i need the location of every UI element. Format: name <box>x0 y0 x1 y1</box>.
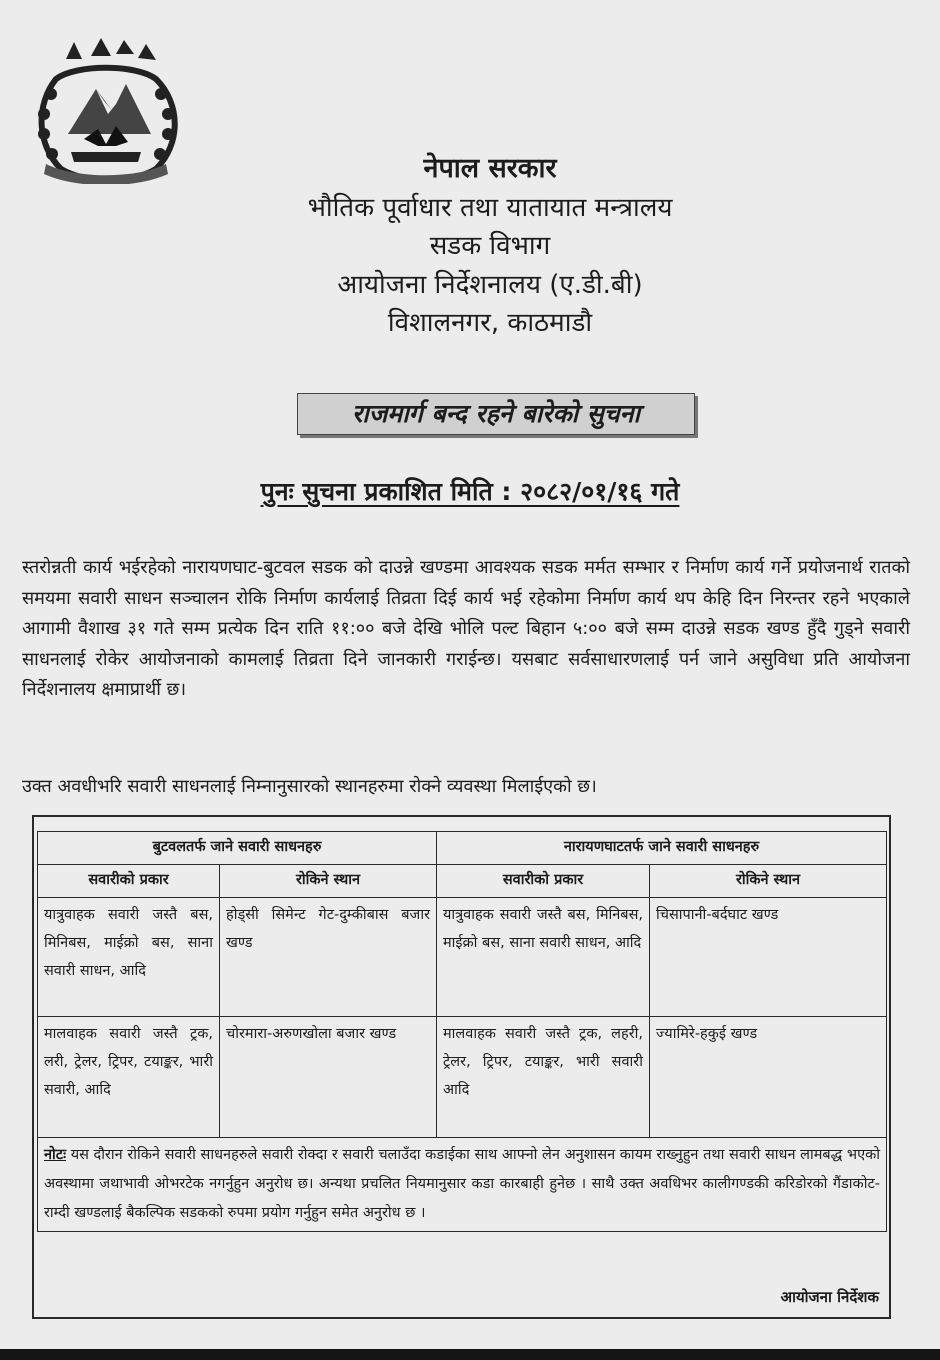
table-row <box>38 1017 887 1138</box>
note-text: यस दौरान रोकिने सवारी साधनहरुले सवारी रोक्दा र सवारी चलाउँदा कडाईका साथ आफ्नो लेन अनुशासन कायम राख्नुहुन तथा सवारी साधन लामबद्ध भएको अवस्थामा जथाभावी ओभरटेक नगर्नुहुन अनुरोध छ। अन्यथा प्रचलित नियमानुसार कडा कारबाही हुनेछ । साथै उक्त अवधिभर कालीगण्डकी करिडोरको गैंडाकोट-राम्दी खण्डलाई बैकल्पिक सडकको रुपमा प्रयोग गर्नुहुन समेत अनुरोध छ । <box>44 1147 880 1221</box>
reissue-date-line <box>150 474 790 508</box>
reissue-date-text: पुनः सुचना प्रकाशित मिति : २०८२/०१/१६ गते <box>260 477 680 506</box>
signer-title: आयोजना निर्देशक <box>780 1288 879 1306</box>
table-note <box>38 1138 887 1232</box>
narayanghat-bound-header: नारायणघाटतर्फ जाने सवारी साधनहरु <box>437 832 887 865</box>
letterhead <box>150 150 830 343</box>
table-cell: होड्सी सिमेन्ट गेट-दुम्कीबास बजार खण्ड <box>220 898 437 1017</box>
notice-body-paragraph: स्तरोन्नती कार्य भईरहेको नारायणघाट-बुटवल सडक को दाउन्ने खण्डमा आवश्यक सडक मर्मत सम्भार र निर्माण कार्य गर्ने प्रयोजनार्थ रातको समयमा सवारी साधन सञ्चालन रोकि निर्माण कार्यलाई तिव्रता दिई कार्य भई रहेकोमा निर्माण कार्य थप केहि दिन निरन्तर रहने भएकाले आगामी वैशाख ३१ गते सम्म प्रत्येक दिन राति ११:०० बजे देखि भोलि पल्ट बिहान ५:०० बजे सम्म दाउन्ने सडक खण्ड हुँदै गुड्ने सवारी साधनलाई रोकेर आयोजनाको कामलाई तिव्रता दिने जानकारी गराईन्छ। यसबाट सर्वसाधारणलाई पर्न जाने असुविधा प्रति आयोजना निर्देशनालय क्षमाप्रार्थी छ। <box>22 557 911 700</box>
notice-title: राजमार्ग बन्द रहने बारेको सुचना <box>297 393 695 435</box>
bottom-edge <box>0 1349 940 1360</box>
table-note-row <box>38 1138 887 1232</box>
table-row <box>38 898 887 1017</box>
column-header-vehicle-type: सवारीको प्रकार <box>38 865 220 898</box>
directorate-name: आयोजना निर्देशनालय (ए.डी.बी) <box>337 269 643 300</box>
table-group-header-row <box>38 832 887 865</box>
vehicle-stop-table-frame <box>32 815 891 1319</box>
vehicle-stop-table <box>37 831 887 1232</box>
table-column-header-row <box>38 865 887 898</box>
table-cell: यात्रुवाहक सवारी जस्तै बस, मिनिबस, माईक्रो बस, साना सवारी साधन, आदि <box>38 898 220 1017</box>
table-cell: ज्यामिरे-हकुई खण्ड <box>650 1017 887 1138</box>
ministry-name: भौतिक पूर्वाधार तथा यातायात मन्त्रालय <box>307 192 673 223</box>
column-header-stop-place: रोकिने स्थान <box>650 865 887 898</box>
note-label: नोटः <box>44 1147 67 1163</box>
table-cell: मालवाहक सवारी जस्तै ट्रक, लरी, ट्रेलर, ट्रिपर, टयाङ्कर, भारी सवारी, आदि <box>38 1017 220 1138</box>
table-cell: यात्रुवाहक सवारी जस्तै बस, मिनिबस, माईक्रो बस, साना सवारी साधन, आदि <box>437 898 650 1017</box>
table-cell: चोरमारा-अरुणखोला बजार खण्ड <box>220 1017 437 1138</box>
column-header-stop-place: रोकिने स्थान <box>220 865 437 898</box>
table-cell: चिसापानी-बर्दघाट खण्ड <box>650 898 887 1017</box>
table-cell: मालवाहक सवारी जस्तै ट्रक, लहरी, ट्रेलर, ट्रिपर, टयाङ्कर, भारी सवारी आदि <box>437 1017 650 1138</box>
government-name: नेपाल सरकार <box>423 153 557 184</box>
office-address: विशालनगर, काठमाडौ <box>387 308 593 338</box>
butwal-bound-header: बुटवलतर्फ जाने सवारी साधनहरु <box>38 832 437 865</box>
column-header-vehicle-type: सवारीको प्रकार <box>437 865 650 898</box>
department-name: सडक विभाग <box>429 231 551 261</box>
notice-arrangement-paragraph: उक्त अवधीभरि सवारी साधनलाई निम्नानुसारको स्थानहरुमा रोक्ने व्यवस्था मिलाईएको छ। <box>22 776 597 797</box>
